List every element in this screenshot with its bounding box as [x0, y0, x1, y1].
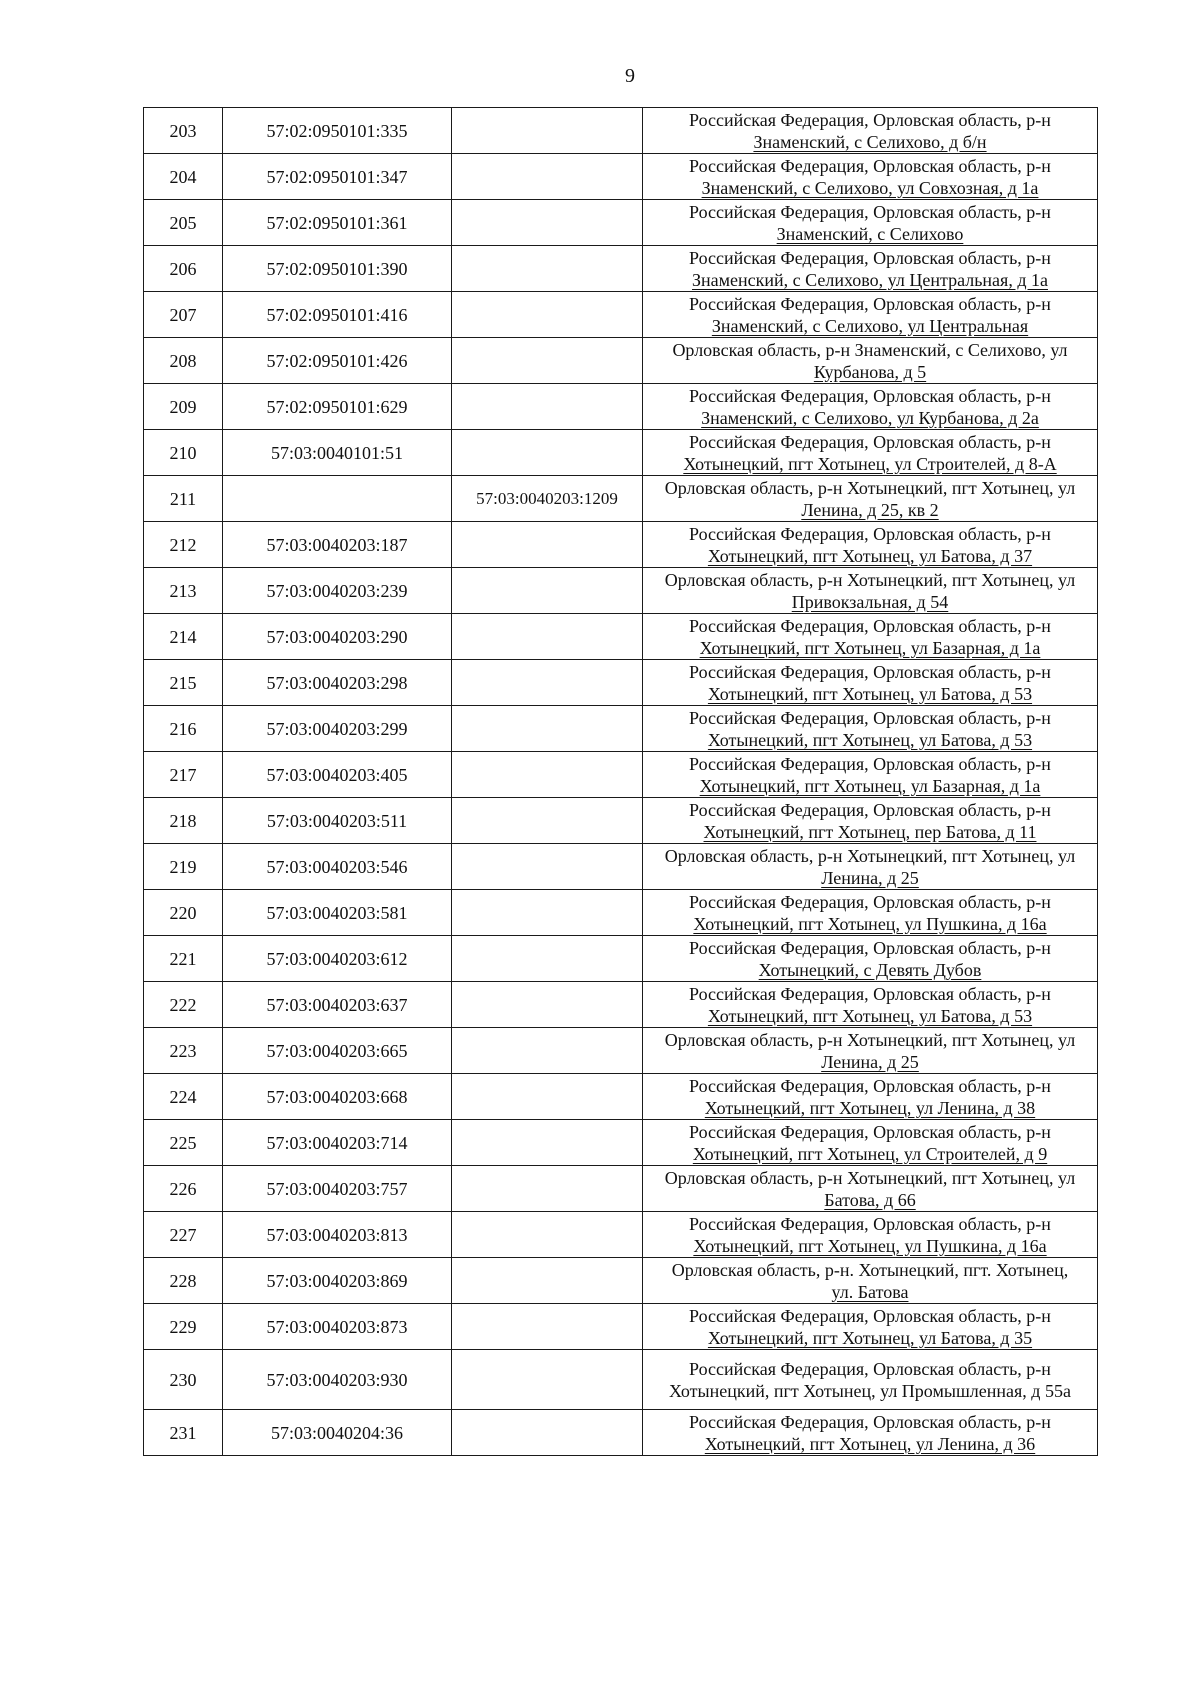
table-row — [144, 292, 1098, 338]
address-line: Знаменский, с Селихово, ул Курбанова, д 2а — [701, 407, 1039, 428]
table-row — [144, 798, 1098, 844]
premises-cadastral-number-cell — [452, 890, 643, 936]
address-line: Знаменский, с Селихово, ул Центральная — [711, 315, 1029, 336]
premises-cadastral-number-cell — [452, 522, 643, 568]
address-line: Хотынецкий, пгт Хотынец, ул Строителей, д 8-А — [683, 453, 1057, 474]
page-number: 9 — [625, 65, 635, 87]
cadastral-number-cell: 57:03:0040203:873 — [223, 1304, 452, 1350]
premises-cadastral-number-cell — [452, 660, 643, 706]
row-number-cell: 212 — [144, 522, 223, 568]
address-cell — [643, 844, 1098, 890]
address-line: Российская Федерация, Орловская область, р-н — [689, 1075, 1051, 1096]
row-number-cell: 226 — [144, 1166, 223, 1212]
row-number-cell: 225 — [144, 1120, 223, 1166]
row-number-cell: 209 — [144, 384, 223, 430]
address-line: Хотынецкий, пгт Хотынец, ул Пушкина, д 16а — [693, 1235, 1047, 1256]
address-line: Хотынецкий, пгт Хотынец, ул Строителей, д 9 — [692, 1143, 1048, 1164]
address-line: Знаменский, с Селихово — [776, 223, 964, 244]
table-row — [144, 108, 1098, 154]
address-line: Знаменский, с Селихово, д б/н — [753, 131, 987, 152]
row-number-cell: 217 — [144, 752, 223, 798]
address-line: Российская Федерация, Орловская область, р-н — [689, 201, 1051, 222]
table-row — [144, 1120, 1098, 1166]
row-number-cell: 213 — [144, 568, 223, 614]
cadastral-number-cell: 57:03:0040204:36 — [223, 1410, 452, 1456]
row-number-cell: 204 — [144, 154, 223, 200]
row-number-cell: 214 — [144, 614, 223, 660]
row-number-cell: 224 — [144, 1074, 223, 1120]
cadastral-number-cell: 57:03:0040203:930 — [223, 1350, 452, 1410]
table-row — [144, 1212, 1098, 1258]
cadastral-number-cell: 57:02:0950101:416 — [223, 292, 452, 338]
address-line: Российская Федерация, Орловская область, р-н — [689, 1121, 1051, 1142]
premises-cadastral-number-cell — [452, 1212, 643, 1258]
table-row — [144, 1028, 1098, 1074]
address-line: Знаменский, с Селихово, ул Центральная, д 1а — [692, 269, 1048, 290]
address-line: Хотынецкий, пгт Хотынец, ул Батова, д 53 — [707, 729, 1033, 750]
premises-cadastral-number-cell — [452, 1028, 643, 1074]
address-line: Российская Федерация, Орловская область, р-н — [689, 385, 1051, 406]
cadastral-number-cell: 57:03:0040203:637 — [223, 982, 452, 1028]
table-row — [144, 476, 1098, 522]
table-row — [144, 1074, 1098, 1120]
table-row — [144, 890, 1098, 936]
cadastral-number-cell: 57:03:0040203:290 — [223, 614, 452, 660]
address-cell — [643, 384, 1098, 430]
address-line: Хотынецкий, пгт Хотынец, ул Батова, д 35 — [707, 1327, 1033, 1348]
cadastral-number-cell: 57:03:0040101:51 — [223, 430, 452, 476]
address-cell — [643, 246, 1098, 292]
address-cell — [643, 752, 1098, 798]
address-cell — [643, 1410, 1098, 1456]
address-line: Хотынецкий, пгт Хотынец, ул Пушкина, д 16а — [693, 913, 1047, 934]
address-line: Орловская область, р-н Знаменский, с Селихово, ул — [672, 339, 1068, 360]
address-cell — [643, 476, 1098, 522]
cadastral-number-cell: 57:02:0950101:390 — [223, 246, 452, 292]
address-line: Российская Федерация, Орловская область, р-н — [689, 247, 1051, 268]
address-line: Хотынецкий, пгт Хотынец, ул Ленина, д 36 — [704, 1433, 1036, 1454]
address-cell — [643, 1304, 1098, 1350]
address-cell — [643, 1212, 1098, 1258]
address-line: Привокзальная, д 54 — [791, 591, 949, 612]
cadastral-number-cell: 57:02:0950101:361 — [223, 200, 452, 246]
row-number-cell: 220 — [144, 890, 223, 936]
address-cell — [643, 292, 1098, 338]
address-line: Российская Федерация, Орловская область, р-н — [689, 937, 1051, 958]
cadastral-number-cell: 57:03:0040203:581 — [223, 890, 452, 936]
row-number-cell: 206 — [144, 246, 223, 292]
row-number-cell: 223 — [144, 1028, 223, 1074]
premises-cadastral-number-cell — [452, 1410, 643, 1456]
address-cell — [643, 706, 1098, 752]
table-row — [144, 706, 1098, 752]
address-cell — [643, 1166, 1098, 1212]
premises-cadastral-number-cell — [452, 1074, 643, 1120]
premises-cadastral-number-cell — [452, 338, 643, 384]
row-number-cell: 210 — [144, 430, 223, 476]
table-row — [144, 844, 1098, 890]
address-line: Ленина, д 25 — [821, 867, 919, 888]
premises-cadastral-number-cell — [452, 430, 643, 476]
table-row — [144, 752, 1098, 798]
row-number-cell: 203 — [144, 108, 223, 154]
row-number-cell: 216 — [144, 706, 223, 752]
address-line: Орловская область, р-н Хотынецкий, пгт Хотынец, ул — [664, 569, 1076, 590]
cadastral-number-cell: 57:03:0040203:757 — [223, 1166, 452, 1212]
cadastral-number-cell: 57:03:0040203:714 — [223, 1120, 452, 1166]
row-number-cell: 221 — [144, 936, 223, 982]
address-cell — [643, 660, 1098, 706]
address-cell — [643, 798, 1098, 844]
address-line: Российская Федерация, Орловская область, р-н — [689, 1358, 1051, 1379]
address-line: Ленина, д 25, кв 2 — [801, 499, 939, 520]
address-line: Курбанова, д 5 — [813, 361, 927, 382]
address-line: Хотынецкий, пгт Хотынец, ул Базарная, д 1а — [699, 637, 1041, 658]
table-row — [144, 568, 1098, 614]
premises-cadastral-number-cell — [452, 1350, 643, 1410]
table-row — [144, 660, 1098, 706]
address-cell — [643, 154, 1098, 200]
address-line: Орловская область, р-н Хотынецкий, пгт Хотынец, ул — [664, 477, 1076, 498]
address-cell — [643, 1258, 1098, 1304]
table-row — [144, 522, 1098, 568]
address-line: Российская Федерация, Орловская область, р-н — [689, 753, 1051, 774]
address-line: Российская Федерация, Орловская область, р-н — [689, 109, 1051, 130]
registry-table — [143, 107, 1098, 1456]
address-cell — [643, 614, 1098, 660]
premises-cadastral-number-cell — [452, 936, 643, 982]
address-line: Российская Федерация, Орловская область, р-н — [689, 293, 1051, 314]
table-row — [144, 430, 1098, 476]
address-cell — [643, 1350, 1098, 1410]
address-line: Орловская область, р-н Хотынецкий, пгт Хотынец, ул — [664, 1029, 1076, 1050]
premises-cadastral-number-cell: 57:03:0040203:1209 — [452, 476, 643, 522]
address-cell — [643, 890, 1098, 936]
row-number-cell: 218 — [144, 798, 223, 844]
cadastral-number-cell: 57:03:0040203:869 — [223, 1258, 452, 1304]
address-line: Хотынецкий, с Девять Дубов — [758, 959, 982, 980]
cadastral-number-cell: 57:02:0950101:335 — [223, 108, 452, 154]
cadastral-number-cell: 57:03:0040203:239 — [223, 568, 452, 614]
address-line: ул. Батова — [831, 1281, 909, 1302]
address-line: Российская Федерация, Орловская область, р-н — [689, 707, 1051, 728]
address-line: Орловская область, р-н. Хотынецкий, пгт. Хотынец, — [671, 1259, 1069, 1280]
cadastral-number-cell: 57:03:0040203:511 — [223, 798, 452, 844]
row-number-cell: 211 — [144, 476, 223, 522]
table-row — [144, 982, 1098, 1028]
address-cell — [643, 1028, 1098, 1074]
cadastral-number-cell: 57:03:0040203:813 — [223, 1212, 452, 1258]
table-row — [144, 614, 1098, 660]
table-row — [144, 154, 1098, 200]
row-number-cell: 229 — [144, 1304, 223, 1350]
premises-cadastral-number-cell — [452, 108, 643, 154]
cadastral-number-cell: 57:03:0040203:405 — [223, 752, 452, 798]
premises-cadastral-number-cell — [452, 1166, 643, 1212]
address-line: Батова, д 66 — [824, 1189, 916, 1210]
table-row — [144, 338, 1098, 384]
premises-cadastral-number-cell — [452, 798, 643, 844]
premises-cadastral-number-cell — [452, 384, 643, 430]
table-row — [144, 936, 1098, 982]
address-cell — [643, 982, 1098, 1028]
premises-cadastral-number-cell — [452, 752, 643, 798]
table-row — [144, 384, 1098, 430]
address-cell — [643, 522, 1098, 568]
address-cell — [643, 430, 1098, 476]
cadastral-number-cell: 57:03:0040203:187 — [223, 522, 452, 568]
table-row — [144, 1166, 1098, 1212]
row-number-cell: 230 — [144, 1350, 223, 1410]
cadastral-number-cell: 57:03:0040203:665 — [223, 1028, 452, 1074]
address-line: Знаменский, с Селихово, ул Совхозная, д 1а — [701, 177, 1039, 198]
table-row — [144, 246, 1098, 292]
address-line: Орловская область, р-н Хотынецкий, пгт Хотынец, ул — [664, 845, 1076, 866]
address-cell — [643, 1074, 1098, 1120]
premises-cadastral-number-cell — [452, 292, 643, 338]
premises-cadastral-number-cell — [452, 982, 643, 1028]
address-cell — [643, 108, 1098, 154]
address-line: Хотынецкий, пгт Хотынец, пер Батова, д 11 — [703, 821, 1037, 842]
cadastral-number-cell: 57:03:0040203:546 — [223, 844, 452, 890]
address-line: Хотынецкий, пгт Хотынец, ул Ленина, д 38 — [704, 1097, 1036, 1118]
address-line: Хотынецкий, пгт Хотынец, ул Батова, д 37 — [707, 545, 1033, 566]
row-number-cell: 222 — [144, 982, 223, 1028]
cadastral-number-cell: 57:03:0040203:298 — [223, 660, 452, 706]
address-line: Российская Федерация, Орловская область, р-н — [689, 983, 1051, 1004]
premises-cadastral-number-cell — [452, 154, 643, 200]
premises-cadastral-number-cell — [452, 844, 643, 890]
premises-cadastral-number-cell — [452, 706, 643, 752]
address-line: Орловская область, р-н Хотынецкий, пгт Хотынец, ул — [664, 1167, 1076, 1188]
row-number-cell: 219 — [144, 844, 223, 890]
address-line: Российская Федерация, Орловская область, р-н — [689, 1411, 1051, 1432]
row-number-cell: 207 — [144, 292, 223, 338]
table-row — [144, 200, 1098, 246]
premises-cadastral-number-cell — [452, 1304, 643, 1350]
address-line: Хотынецкий, пгт Хотынец, ул Батова, д 53 — [707, 683, 1033, 704]
row-number-cell: 227 — [144, 1212, 223, 1258]
table-row — [144, 1258, 1098, 1304]
address-line: Российская Федерация, Орловская область, р-н — [689, 431, 1051, 452]
address-line: Российская Федерация, Орловская область, р-н — [689, 1305, 1051, 1326]
premises-cadastral-number-cell — [452, 1258, 643, 1304]
table-row — [144, 1410, 1098, 1456]
table-row — [144, 1350, 1098, 1410]
address-line: Российская Федерация, Орловская область, р-н — [689, 661, 1051, 682]
cadastral-number-cell: 57:03:0040203:668 — [223, 1074, 452, 1120]
address-line: Российская Федерация, Орловская область, р-н — [689, 155, 1051, 176]
premises-cadastral-number-cell — [452, 246, 643, 292]
row-number-cell: 208 — [144, 338, 223, 384]
row-number-cell: 215 — [144, 660, 223, 706]
premises-cadastral-number-cell — [452, 614, 643, 660]
address-line: Ленина, д 25 — [821, 1051, 919, 1072]
address-line: Российская Федерация, Орловская область, р-н — [689, 1213, 1051, 1234]
address-line: Хотынецкий, пгт Хотынец, ул Базарная, д 1а — [699, 775, 1041, 796]
address-line: Российская Федерация, Орловская область, р-н — [689, 891, 1051, 912]
row-number-cell: 231 — [144, 1410, 223, 1456]
address-line: Российская Федерация, Орловская область, р-н — [689, 523, 1051, 544]
address-cell — [643, 568, 1098, 614]
address-line: Российская Федерация, Орловская область, р-н — [689, 615, 1051, 636]
address-cell — [643, 338, 1098, 384]
address-cell — [643, 936, 1098, 982]
cadastral-number-cell: 57:02:0950101:347 — [223, 154, 452, 200]
address-line: Российская Федерация, Орловская область, р-н — [689, 799, 1051, 820]
premises-cadastral-number-cell — [452, 568, 643, 614]
row-number-cell: 205 — [144, 200, 223, 246]
address-cell — [643, 200, 1098, 246]
address-line: Хотынецкий, пгт Хотынец, ул Промышленная, д 55а — [669, 1380, 1071, 1401]
cadastral-number-cell: 57:02:0950101:629 — [223, 384, 452, 430]
cadastral-number-cell: 57:03:0040203:299 — [223, 706, 452, 752]
premises-cadastral-number-cell — [452, 200, 643, 246]
row-number-cell: 228 — [144, 1258, 223, 1304]
cadastral-number-cell: 57:03:0040203:612 — [223, 936, 452, 982]
cadastral-number-cell: 57:02:0950101:426 — [223, 338, 452, 384]
table-row — [144, 1304, 1098, 1350]
registry-table-body — [144, 108, 1098, 1456]
premises-cadastral-number-cell — [452, 1120, 643, 1166]
address-line: Хотынецкий, пгт Хотынец, ул Батова, д 53 — [707, 1005, 1033, 1026]
address-cell — [643, 1120, 1098, 1166]
cadastral-number-cell — [223, 476, 452, 522]
